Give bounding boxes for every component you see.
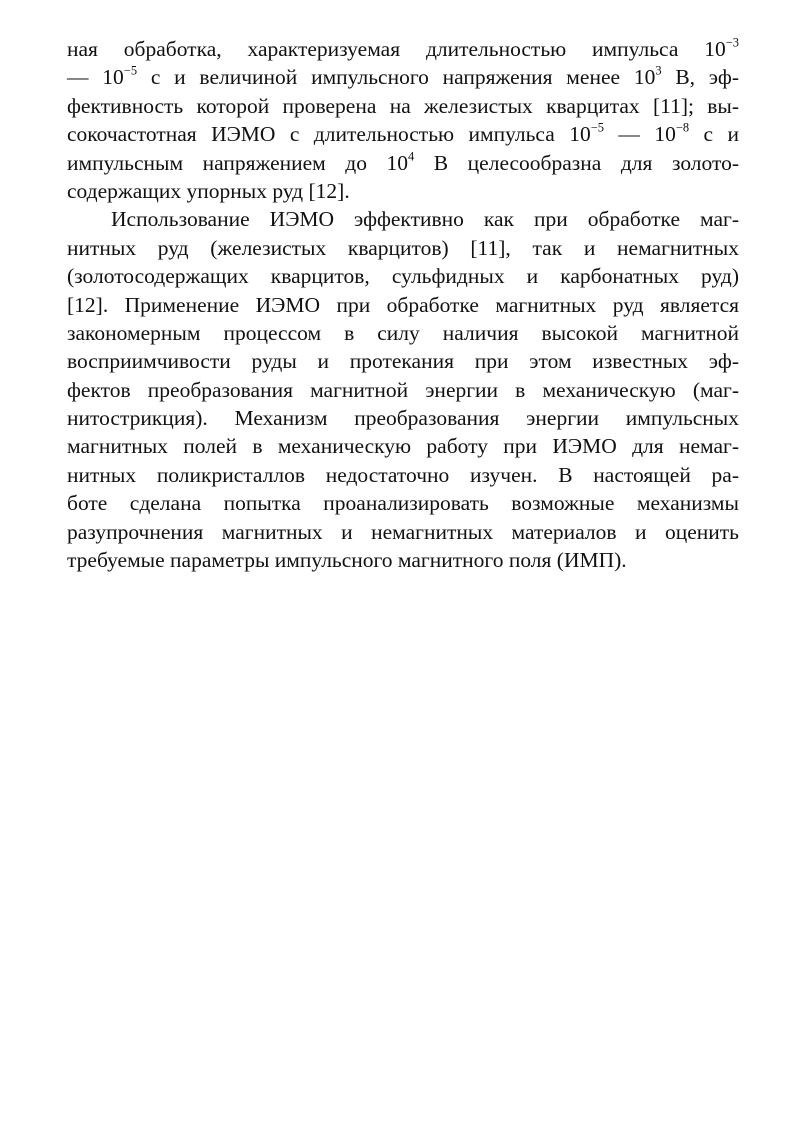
text-line: магнитных полей в механическую работу при ИЭМО для немаг- [67, 434, 739, 459]
text-line: сокочастотная ИЭМО с длительностью импульса $10^{-5}$ — $10^{-8}$ с и [67, 120, 739, 147]
exponent: 4 [408, 149, 415, 164]
exponent: −8 [675, 120, 690, 135]
text-line: восприимчивости руды и протекания при этом известных эф- [67, 349, 739, 374]
text-line: — $10^{-5}$ с и величиной импульсного напряжения менее $10^3$ В, эф- [67, 64, 740, 90]
text-line: закономерным процессом в силу наличия высокой магнитной [67, 320, 739, 345]
text-line: нитных руд (железистых кварцитов) [11], так и немагнитных [67, 235, 739, 260]
exponent: 3 [655, 64, 662, 79]
text-line: нитострикция). Механизм преобразования энергии импульсных [67, 406, 739, 431]
paragraph-2 [67, 205, 739, 574]
text-line: Использование ИЭМО эффективно как при обработке маг- [111, 207, 739, 232]
document-page [67, 35, 739, 574]
text-line: боте сделана попытка проанализировать возможные механизмы [67, 491, 739, 516]
text-line: разупрочнения магнитных и немагнитных материалов и оценить [67, 519, 739, 544]
text-line: требуемые параметры импульсного магнитного поля (ИМП). [67, 548, 627, 573]
text-line: фективность которой проверена на железистых кварцитах [11]; вы- [67, 93, 739, 118]
text-line: (золотосодержащих кварцитов, сульфидных и карбонатных руд) [67, 264, 739, 289]
paragraph-1 [67, 35, 739, 205]
text-line: [12]. Применение ИЭМО при обработке магнитных руд является [67, 292, 739, 317]
text-line: нитных поликристаллов недостаточно изучен. В настоящей ра- [67, 462, 739, 487]
text-line: фектов преобразования магнитной энергии в механическую (маг- [67, 377, 739, 402]
text-line: импульсным напряжением до $10^4$ В целесообразна для золото- [67, 149, 740, 175]
exponent: −3 [725, 35, 739, 50]
exponent: −5 [590, 120, 604, 135]
exponent: −5 [123, 64, 138, 79]
text-line: ная обработка, характеризуемая длительностью импульса $10^{-3}$ [67, 35, 739, 61]
text-line: содержащих упорных руд [12]. [67, 178, 350, 203]
